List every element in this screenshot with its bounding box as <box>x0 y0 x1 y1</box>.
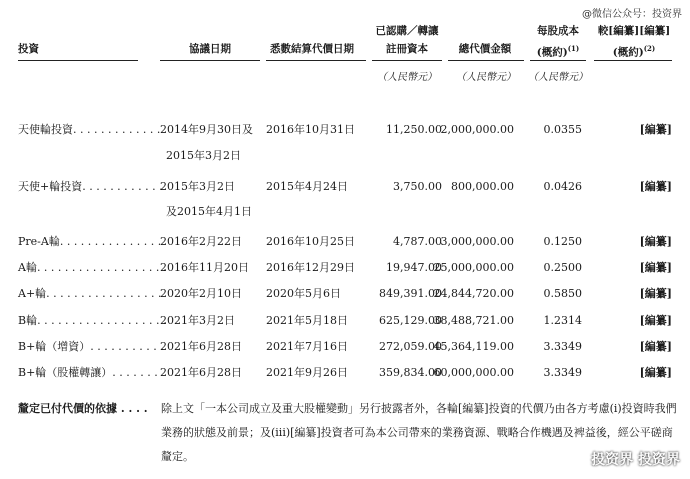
row-7-investment: B+輪（股權轉讓）. . . . . . . <box>18 366 158 379</box>
row-0-capital: 11,250.00 <box>386 123 442 136</box>
row-0-investment: 天使輪投資. . . . . . . . . . . . . <box>18 123 161 136</box>
header-cost-per-share-line1: 每股成本 <box>537 25 579 37</box>
row-1-consideration: 800,000.00 <box>451 180 514 193</box>
row-0-agreement-line2: 2015年3月2日 <box>166 149 241 162</box>
header-registered-capital-line2: 註冊資本 <box>386 43 428 55</box>
row-2-cost: 0.1250 <box>543 235 582 248</box>
row-2-agreement: 2016年2月22日 <box>160 235 242 248</box>
row-2-settlement: 2016年10月25日 <box>266 235 355 248</box>
row-4-settlement: 2020年5月6日 <box>266 287 341 300</box>
footnote-2: (2) <box>643 44 656 53</box>
unit-consideration: （人民幣元） <box>456 72 516 83</box>
header-discount-line2 <box>594 40 674 62</box>
row-0-cost: 0.0355 <box>543 123 582 136</box>
row-4-investment: A+輪. . . . . . . . . . . . . . . . . <box>18 287 162 300</box>
rule-cost-per-share <box>530 60 586 61</box>
row-1-agreement-line2: 及2015年4月1日 <box>166 205 252 218</box>
row-7-consideration: 60,000,000.00 <box>433 366 514 379</box>
row-6-discount: [編纂] <box>639 340 672 353</box>
row-1-settlement: 2015年4月24日 <box>266 180 348 193</box>
header-cost-per-share <box>528 22 588 62</box>
row-1-capital: 3,750.00 <box>393 180 442 193</box>
watermark-bottom: 投资界 投资界 <box>591 452 680 468</box>
row-7-agreement: 2021年6月28日 <box>160 366 242 379</box>
row-0-consideration: 2,000,000.00 <box>440 123 514 136</box>
header-registered-capital <box>372 22 442 58</box>
row-6-consideration: 45,364,119.00 <box>433 340 514 353</box>
row-3-capital: 19,947.00 <box>386 261 442 274</box>
row-2-discount: [編纂] <box>639 235 672 248</box>
header-total-consideration: 總代價金額 <box>458 43 512 55</box>
row-7-settlement: 2021年9月26日 <box>266 366 348 379</box>
header-cost-per-share-line2 <box>528 40 588 62</box>
row-3-agreement: 2016年11月20日 <box>160 261 249 274</box>
row-3-investment: A輪. . . . . . . . . . . . . . . . . . . <box>18 261 167 274</box>
rule-agreement-date <box>160 60 260 61</box>
unit-cost: （人民幣元） <box>528 72 588 83</box>
row-5-cost: 1.2314 <box>543 314 582 327</box>
rule-total-consideration <box>448 60 524 61</box>
row-6-agreement: 2021年6月28日 <box>160 340 242 353</box>
row-7-capital: 359,834.00 <box>379 366 442 379</box>
unit-capital: （人民幣元） <box>377 72 437 83</box>
row-2-capital: 4,787.00 <box>393 235 442 248</box>
row-0-discount: [編纂] <box>639 123 672 136</box>
row-0-agreement-line1: 2014年9月30日及 <box>160 123 253 136</box>
watermark-top: @微信公众号：投资界 <box>582 9 682 20</box>
row-5-discount: [編纂] <box>639 314 672 327</box>
row-5-capital: 625,129.00 <box>379 314 442 327</box>
row-1-cost: 0.0426 <box>543 180 582 193</box>
rule-investment <box>18 60 138 61</box>
row-5-investment: B輪. . . . . . . . . . . . . . . . . . . <box>18 314 167 327</box>
row-4-agreement: 2020年2月10日 <box>160 287 242 300</box>
row-6-capital: 272,059.00 <box>379 340 442 353</box>
footnote-1: (1) <box>567 44 580 53</box>
row-3-consideration: 25,000,000.00 <box>433 261 514 274</box>
consideration-basis-text: 除上文「一本公司成立及重大股權變動」另行披露者外，各輪[編纂]投資的代價乃由各方考慮(i)投資時我們業務的狀態及前景；及(iii)[編纂]投資者可為本公司帶來的業務資源、戰略合作機遇及裨益後，經公平磋商釐定。 <box>161 402 677 463</box>
row-7-discount: [編纂] <box>639 366 672 379</box>
row-5-settlement: 2021年5月18日 <box>266 314 348 327</box>
header-agreement-date: 協議日期 <box>189 43 231 55</box>
row-4-discount: [編纂] <box>639 287 672 300</box>
row-4-consideration: 24,844,720.00 <box>433 287 514 300</box>
consideration-basis-label: 釐定已付代價的依據 . . . . <box>18 402 148 415</box>
rule-discount <box>594 60 672 61</box>
row-2-consideration: 3,000,000.00 <box>440 235 514 248</box>
row-2-investment: Pre-A輪. . . . . . . . . . . . . . . <box>18 235 162 248</box>
rule-registered-capital <box>372 60 442 61</box>
row-3-discount: [編纂] <box>639 261 672 274</box>
row-5-agreement: 2021年3月2日 <box>160 314 235 327</box>
row-0-settlement: 2016年10月31日 <box>266 123 355 136</box>
row-1-agreement-line1: 2015年3月2日 <box>160 180 235 193</box>
row-4-capital: 849,391.00 <box>379 287 442 300</box>
row-7-cost: 3.3349 <box>543 366 582 379</box>
row-3-settlement: 2016年12月29日 <box>266 261 355 274</box>
header-investment: 投資 <box>18 43 39 55</box>
row-6-investment: B+輪（增資）. . . . . . . . . . . <box>18 340 164 353</box>
row-1-discount: [編纂] <box>639 180 672 193</box>
header-registered-capital-line1: 已認購／轉讓 <box>375 25 439 37</box>
header-cost-per-share-approx: (概約) <box>536 46 568 59</box>
row-6-cost: 3.3349 <box>543 340 582 353</box>
header-settlement-date: 悉數結算代價日期 <box>270 43 354 55</box>
rule-settlement-date <box>266 60 366 61</box>
header-discount-approx: (概約) <box>612 46 644 59</box>
row-3-cost: 0.2500 <box>543 261 582 274</box>
row-6-settlement: 2021年7月16日 <box>266 340 348 353</box>
row-5-consideration: 38,488,721.00 <box>433 314 514 327</box>
header-discount <box>594 22 674 62</box>
header-discount-line1: 較[編纂][編纂] <box>597 25 671 37</box>
row-4-cost: 0.5850 <box>543 287 582 300</box>
row-1-investment: 天使+輪投資. . . . . . . . . . . . <box>18 180 163 193</box>
